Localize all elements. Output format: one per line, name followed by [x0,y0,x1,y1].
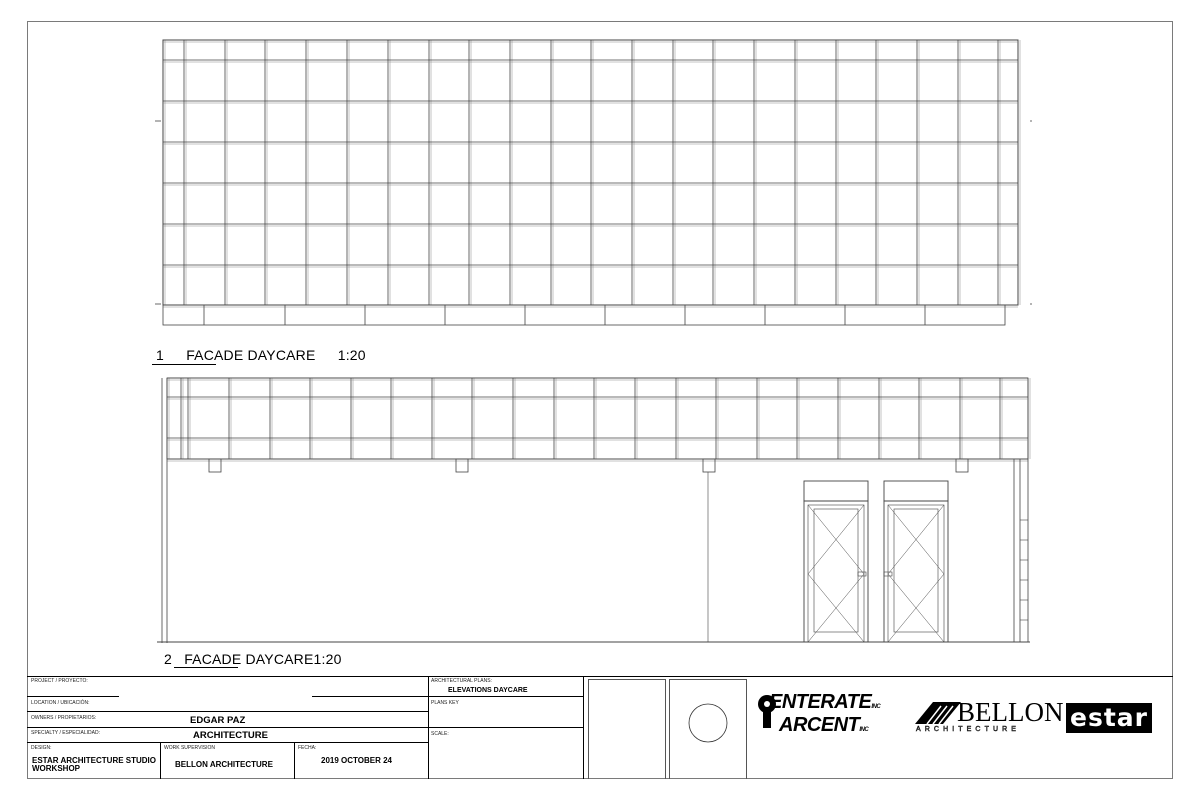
design-label: DESIGN: [31,745,52,751]
drawing-rect [808,505,864,642]
drawing-rect [804,501,868,642]
scale-label: SCALE: [431,731,449,737]
owners-value: EDGAR PAZ [190,715,246,726]
design-value-line2: WORKSHOP [32,764,80,773]
drawing-2-scale: 1:20 [313,651,342,667]
key-plan-circle [669,679,747,779]
tb-rule [588,679,666,680]
bellon-logo: BELLON [957,697,1064,727]
tb-rule [27,742,428,743]
specialty-value: ARCHITECTURE [193,730,268,741]
title-block [27,676,1173,779]
enterate-suffix: INC [871,704,881,710]
tb-rule [428,727,583,728]
date-label: FECHA: [298,745,317,751]
arcent-word: ARCENT [779,714,860,736]
enterate-word: ENTERATE [769,691,872,713]
plans-key-label: PLANS KEY [431,700,459,706]
elevation-2-facade [157,378,1030,643]
enterate-logo [769,693,880,739]
bellon-mark-icon [915,702,961,724]
tb-rule [428,696,583,697]
drawing-1-scale: 1:20 [337,347,366,363]
title-block-top-line [27,676,1173,677]
drawing-rect [814,509,858,632]
project-label: PROJECT / PROYECTO: [31,678,88,684]
tb-rule [27,696,119,697]
drawing-1-title [156,347,366,363]
supervision-value: BELLON ARCHITECTURE [175,760,273,769]
drawing-2-name: FACADE DAYCARE [184,651,314,667]
date-value: 2019 OCTOBER 24 [321,756,392,765]
drawing-2-title [164,651,342,667]
drawing-1-name: FACADE DAYCARE [186,347,316,363]
location-label: LOCATION / UBICACIÓN: [31,700,90,706]
elevation-1-curtain-wall [155,40,1032,325]
tb-rule [27,711,428,712]
supervision-label: WORK SUPERVISION [164,745,216,751]
drawing-rect [884,481,948,501]
plans-label: ARCHITECTURAL PLANS: [431,678,492,684]
drawing-2-underline [174,667,238,668]
owners-label: OWNERS / PROPIETARIOS: [31,715,97,721]
bellon-subtitle: ARCHITECTURE [916,726,1021,733]
drawing-1-underline [152,364,216,365]
tb-rule [583,676,584,779]
estar-logo: estar [1066,703,1152,733]
plans-value: ELEVATIONS DAYCARE [448,687,528,694]
drawing-1-number: 1 [156,347,164,363]
tb-rule [312,696,428,697]
drawing-rect [858,572,866,576]
drawing-rect [894,509,938,632]
arcent-suffix: INC [859,727,869,733]
tb-rule [27,727,428,728]
drawing-rect [884,501,948,642]
drawing-rect [804,481,868,501]
drawing-2-number: 2 [164,651,172,667]
tb-rule [160,742,161,779]
tb-rule [294,742,295,779]
drawing-rect [888,505,944,642]
drawing-rect [167,378,1028,459]
specialty-label: SPECIALTY / ESPECIALIDAD: [31,730,101,736]
drawing-rect [163,305,1005,325]
design-value-line1: ESTAR ARCHITECTURE STUDIO [32,756,156,765]
tb-rule [588,679,589,779]
tb-rule [665,679,666,779]
